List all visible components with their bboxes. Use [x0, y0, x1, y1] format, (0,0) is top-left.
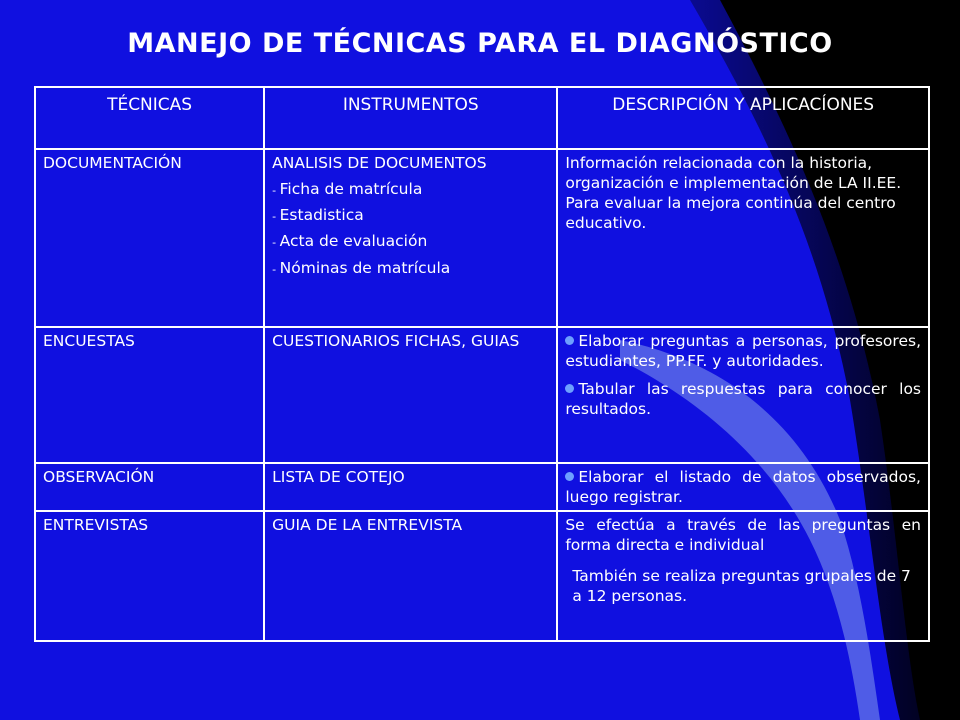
list-item: Elaborar el listado de datos observados, luego registrar.	[565, 468, 921, 507]
list-item: Elaborar preguntas a personas, profesores, estudiantes, PP.FF. y autoridades.	[565, 332, 921, 371]
table-row	[35, 327, 929, 463]
header-techniques: TÉCNICAS	[35, 87, 264, 149]
bullet-icon	[565, 336, 574, 345]
instrument-cell: GUIA DE LA ENTREVISTA	[264, 511, 557, 641]
description-paragraph: También se realiza preguntas grupales de 7 a 12 personas.	[572, 566, 911, 605]
page-title: MANEJO DE TÉCNICAS PARA EL DIAGNÓSTICO	[127, 28, 833, 59]
list-item: - Nóminas de matrícula	[272, 258, 451, 277]
instrument-title: ANALISIS DE DOCUMENTOS	[272, 154, 487, 172]
table-row	[35, 511, 929, 641]
header-instruments: INSTRUMENTOS	[264, 87, 557, 149]
list-item: - Acta de evaluación	[272, 232, 428, 251]
technique-cell: ENTREVISTAS	[35, 511, 264, 641]
list-item: Tabular las respuestas para conocer los resultados.	[565, 380, 921, 419]
bullet-icon	[565, 384, 574, 393]
technique-cell: ENCUESTAS	[35, 327, 264, 463]
list-item: - Ficha de matrícula	[272, 180, 423, 199]
list-item: - Estadistica	[272, 206, 364, 225]
description-cell	[557, 327, 929, 463]
table-row	[35, 149, 929, 327]
description-paragraph: Se efectúa a través de las preguntas en forma directa e individual	[565, 516, 921, 555]
bullet-icon	[565, 472, 574, 481]
description-cell: Información relacionada con la historia, organización e implementación de LA II.EE. Para evaluar la mejora continúa del centro educativo.	[557, 149, 929, 327]
header-description: DESCRIPCIÓN Y APLICACÍONES	[557, 87, 929, 149]
table-header-row	[35, 87, 929, 149]
table-row	[35, 463, 929, 511]
technique-cell: OBSERVACIÓN	[35, 463, 264, 511]
description-cell	[557, 511, 929, 641]
instrument-cell: CUESTIONARIOS FICHAS, GUIAS	[264, 327, 557, 463]
technique-cell: DOCUMENTACIÓN	[35, 149, 264, 327]
instrument-cell: LISTA DE COTEJO	[264, 463, 557, 511]
techniques-table	[34, 86, 930, 642]
description-cell	[557, 463, 929, 511]
instrument-cell	[264, 149, 557, 327]
